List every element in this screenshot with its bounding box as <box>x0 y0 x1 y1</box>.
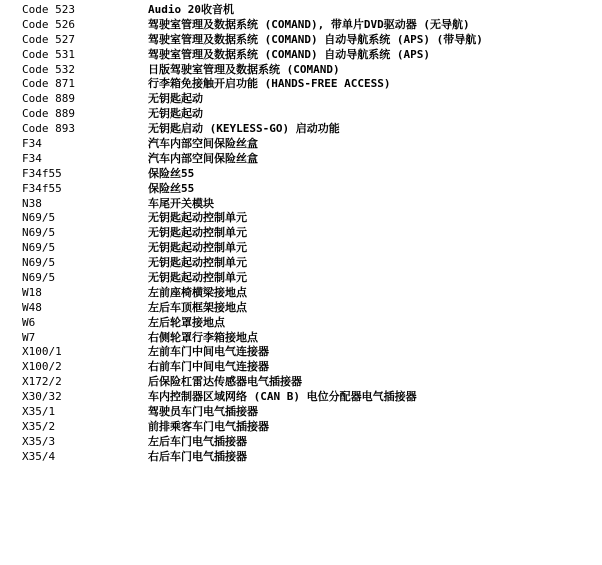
component-code: Code 527 <box>22 32 75 46</box>
component-code: Code 523 <box>22 3 75 16</box>
legend-row <box>22 48 592 63</box>
component-description: 左前座椅横梁接地点 <box>148 285 247 299</box>
legend-row <box>22 316 592 331</box>
component-description: 左后车顶框架接地点 <box>148 300 247 314</box>
component-description: 左后轮罩接地点 <box>148 315 225 329</box>
component-code: Code 532 <box>22 62 75 76</box>
component-description: 驾驶室管理及数据系统 (COMAND) 自动导航系统 (APS) <box>148 47 430 61</box>
legend-row <box>22 3 592 18</box>
component-description: 日版驾驶室管理及数据系统 (COMAND) <box>148 62 340 76</box>
component-code: N38 <box>22 196 42 210</box>
component-code: W6 <box>22 315 36 329</box>
component-description: 汽车内部空间保险丝盒 <box>148 151 258 165</box>
component-code: Code 526 <box>22 17 75 31</box>
component-code: W48 <box>22 300 42 314</box>
legend-row <box>22 405 592 420</box>
component-code: N69/5 <box>22 256 56 270</box>
component-description: 车内控制器区域网络 (CAN B) 电位分配器电气插接器 <box>148 390 417 404</box>
component-description: 无钥匙起动控制单元 <box>148 211 247 225</box>
legend-row <box>22 197 592 212</box>
component-description: 驾驶员车门电气插接器 <box>148 405 258 419</box>
legend-row <box>22 390 592 405</box>
legend-row <box>22 375 592 390</box>
component-description: 车尾开关模块 <box>148 196 214 210</box>
component-code: X35/4 <box>22 449 56 463</box>
component-code: X35/1 <box>22 405 56 419</box>
component-code: Code 531 <box>22 47 75 61</box>
component-description: 左前车门中间电气连接器 <box>148 345 269 359</box>
legend-row <box>22 182 592 197</box>
legend-row <box>22 345 592 360</box>
legend-row <box>22 167 592 182</box>
component-description: 右后车门电气插接器 <box>148 449 247 463</box>
legend-row <box>22 286 592 301</box>
legend-row <box>22 241 592 256</box>
legend-row <box>22 92 592 107</box>
legend-row <box>22 226 592 241</box>
legend-row <box>22 137 592 152</box>
component-description: 前排乘客车门电气插接器 <box>148 419 269 433</box>
component-legend <box>22 3 592 465</box>
component-description: 无钥匙起动控制单元 <box>148 271 247 285</box>
component-code: W7 <box>22 330 36 344</box>
legend-row <box>22 360 592 375</box>
component-code: W18 <box>22 285 42 299</box>
component-code: X30/32 <box>22 390 62 404</box>
component-code: N69/5 <box>22 241 56 255</box>
component-code: F34 <box>22 137 42 151</box>
component-code: N69/5 <box>22 226 56 240</box>
component-description: 汽车内部空间保险丝盒 <box>148 137 258 151</box>
component-code: X35/3 <box>22 434 56 448</box>
component-description: Audio 20收音机 <box>148 3 234 16</box>
component-description: 无钥匙起动控制单元 <box>148 226 247 240</box>
component-description: 右侧轮罩行李箱接地点 <box>148 330 258 344</box>
legend-row <box>22 435 592 450</box>
legend-row <box>22 331 592 346</box>
legend-row <box>22 211 592 226</box>
component-description: 行李箱免接触开启功能 (HANDS-FREE ACCESS) <box>148 77 391 91</box>
legend-row <box>22 301 592 316</box>
component-description: 无钥匙起动控制单元 <box>148 256 247 270</box>
component-description: 无钥匙起动控制单元 <box>148 241 247 255</box>
legend-row <box>22 450 592 465</box>
component-description: 无钥匙启动 (KEYLESS-GO) 启动功能 <box>148 122 340 136</box>
component-code: N69/5 <box>22 271 56 285</box>
component-code: N69/5 <box>22 211 56 225</box>
legend-row <box>22 107 592 122</box>
component-code: F34f55 <box>22 181 62 195</box>
component-code: X100/1 <box>22 345 62 359</box>
legend-row <box>22 122 592 137</box>
component-description: 无钥匙起动 <box>148 107 203 121</box>
component-description: 保险丝55 <box>148 181 195 195</box>
component-code: Code 871 <box>22 77 75 91</box>
legend-row <box>22 271 592 286</box>
component-code: X35/2 <box>22 419 56 433</box>
component-code: F34f55 <box>22 166 62 180</box>
legend-row <box>22 420 592 435</box>
component-code: Code 893 <box>22 122 75 136</box>
legend-row <box>22 152 592 167</box>
component-description: 右前车门中间电气连接器 <box>148 360 269 374</box>
legend-row <box>22 77 592 92</box>
legend-row <box>22 63 592 78</box>
legend-row <box>22 18 592 33</box>
component-description: 后保险杠雷达传感器电气插接器 <box>148 375 302 389</box>
component-description: 驾驶室管理及数据系统 (COMAND) 自动导航系统 (APS) (带导航) <box>148 32 483 46</box>
component-description: 左后车门电气插接器 <box>148 434 247 448</box>
component-code: X172/2 <box>22 375 62 389</box>
component-code: Code 889 <box>22 92 75 106</box>
component-description: 无钥匙起动 <box>148 92 203 106</box>
legend-row <box>22 256 592 271</box>
component-description: 保险丝55 <box>148 166 195 180</box>
component-code: F34 <box>22 151 42 165</box>
legend-row <box>22 33 592 48</box>
component-code: X100/2 <box>22 360 62 374</box>
component-description: 驾驶室管理及数据系统 (COMAND), 带单片DVD驱动器 (无导航) <box>148 17 470 31</box>
component-code: Code 889 <box>22 107 75 121</box>
